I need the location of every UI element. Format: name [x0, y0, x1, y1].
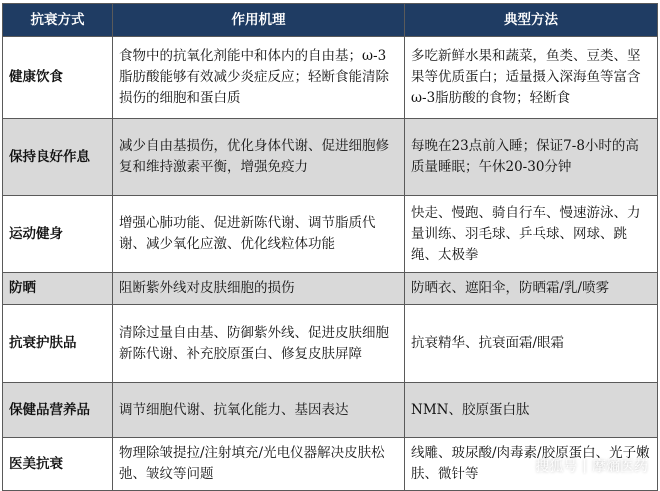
table-row: [3, 383, 658, 438]
header-approach: 抗衰方式: [3, 4, 113, 37]
approach-cell: 抗衰护肤品: [3, 305, 113, 383]
methods-cell: 每晚在23点前入睡；保证7-8小时的高质量睡眠；午休20-30分钟: [405, 119, 658, 196]
approach-cell: 健康饮食: [3, 37, 113, 119]
approach-cell: 运动健身: [3, 196, 113, 273]
approach-cell: 保持良好作息: [3, 119, 113, 196]
table-row: [3, 305, 658, 383]
methods-cell: 多吃新鲜水果和蔬菜，鱼类、豆类、坚果等优质蛋白；适量摄入深海鱼等富含ω-3脂肪酸的食物；轻断食: [405, 37, 658, 119]
watermark-platform: 搜狐号: [535, 459, 578, 475]
table-row: [3, 196, 658, 273]
table-row: [3, 438, 658, 491]
table-row: [3, 37, 658, 119]
anti-aging-table: [2, 3, 658, 491]
methods-cell: NMN、胶原蛋白肽: [405, 383, 658, 438]
approach-cell: 保健品营养品: [3, 383, 113, 438]
mechanism-cell: 增强心肺功能、促进新陈代谢、调节脂质代谢、减少氧化应激、优化线粒体功能: [113, 196, 405, 273]
table-row: [3, 119, 658, 196]
table-header-row: [3, 4, 658, 37]
table-row: [3, 273, 658, 305]
mechanism-cell: 清除过量自由基、防御紫外线、促进皮肤细胞新陈代谢、补充胶原蛋白、修复皮肤屏障: [113, 305, 405, 383]
methods-cell: 快走、慢跑、骑自行车、慢速游泳、力量训练、羽毛球、乒乓球、网球、跳绳、太极拳: [405, 196, 658, 273]
mechanism-cell: 阻断紫外线对皮肤细胞的损伤: [113, 273, 405, 305]
mechanism-cell: 食物中的抗氧化剂能中和体内的自由基；ω-3脂肪酸能够有效减少炎症反应；轻断食能清除损伤的细胞和蛋白质: [113, 37, 405, 119]
watermark-author: 摩熵医药: [592, 459, 648, 475]
mechanism-cell: 调节细胞代谢、抗氧化能力、基因表达: [113, 383, 405, 438]
methods-cell: 防晒衣、遮阳伞，防晒霜/乳/喷雾: [405, 273, 658, 305]
mechanism-cell: 减少自由基损伤，优化身体代谢、促进细胞修复和维持激素平衡，增强免疫力: [113, 119, 405, 196]
methods-cell: 抗衰精华、抗衰面霜/眼霜: [405, 305, 658, 383]
approach-cell: 防晒: [3, 273, 113, 305]
header-methods: 典型方法: [405, 4, 658, 37]
methods-cell: 线雕、玻尿酸/肉毒素/胶原蛋白、光子嫩肤、微针等: [405, 438, 658, 491]
approach-cell: 医美抗衰: [3, 438, 113, 491]
mechanism-cell: 物理除皱提拉/注射填充/光电仪器解决皮肤松弛、皱纹等问题: [113, 438, 405, 491]
header-mechanism: 作用机理: [113, 4, 405, 37]
watermark-separator: |: [582, 458, 587, 474]
